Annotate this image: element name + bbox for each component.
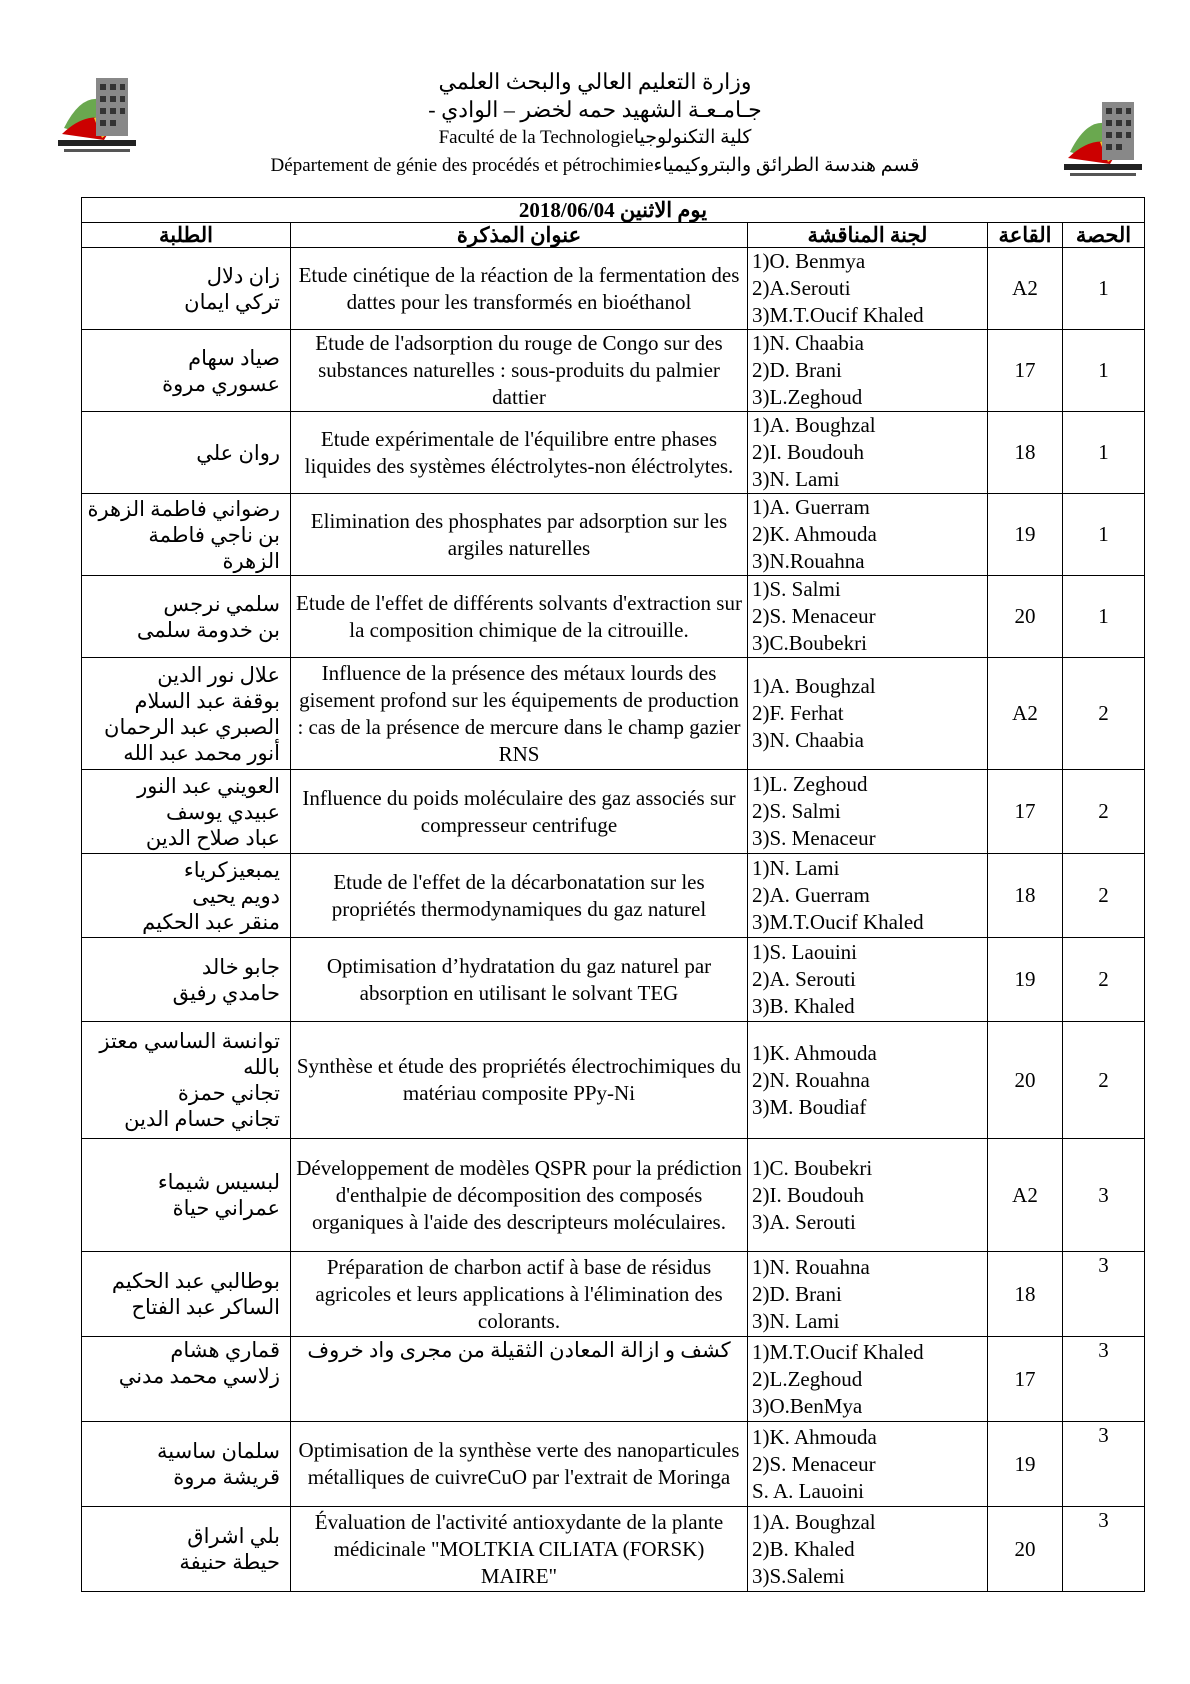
- student-name: حامدي رفيق: [172, 980, 280, 1005]
- session-cell: 2: [1063, 854, 1145, 938]
- jury-member: 3)M.T.Oucif Khaled: [752, 303, 924, 327]
- student-name: زلاسي محمد مدني: [118, 1364, 280, 1388]
- students-cell: [82, 412, 291, 494]
- jury-member: 1)A. Boughzal: [752, 1509, 876, 1534]
- room-cell: 17: [988, 330, 1063, 412]
- thesis-title: Évaluation de l'activité antioxydante de la plante médicinale "MOLTKIA CILIATA (FORSK) MAIRE": [291, 1507, 748, 1592]
- table-row: [82, 770, 1145, 854]
- student-name: علال نور الدين: [157, 662, 280, 687]
- ministry-name: وزارة التعليم العالي والبحث العلمي: [438, 69, 752, 94]
- jury-member: 3)M. Boudiaf: [752, 1094, 867, 1119]
- university-logo-left: [54, 68, 140, 158]
- jury-cell: [748, 1422, 988, 1507]
- room-cell: A2: [988, 248, 1063, 330]
- room-cell: A2: [988, 1139, 1063, 1252]
- jury-member: 2)D. Brani: [752, 358, 842, 382]
- faculty-name: Faculté de la Technologieكلية التكنولوجيا: [438, 127, 752, 148]
- student-name: بوقفة عبد السلام: [134, 688, 280, 713]
- jury-member: 1)O. Benmya: [752, 249, 866, 273]
- session-cell: 3: [1063, 1252, 1145, 1337]
- thesis-title: Optimisation de la synthèse verte des nanoparticules métalliques de cuivreCuO par l'extrait de Moringa: [291, 1422, 748, 1507]
- jury-member: 1)S. Laouini: [752, 940, 857, 964]
- defense-schedule-table: [81, 197, 1145, 1592]
- table-row: [82, 1337, 1145, 1422]
- student-name: بن ناجي فاطمة الزهرة: [148, 522, 280, 573]
- jury-member: 1)C. Boubekri: [752, 1155, 873, 1180]
- jury-member: 1)M.T.Oucif Khaled: [752, 1339, 924, 1364]
- room-cell: 20: [988, 1022, 1063, 1139]
- session-cell: 2: [1063, 1022, 1145, 1139]
- university-name: جـامـعـة الشهيد حمه لخضر – الوادي -: [428, 97, 762, 122]
- session-cell: 2: [1063, 658, 1145, 770]
- student-name: يمبعيزكرياء: [183, 857, 280, 882]
- jury-cell: [748, 330, 988, 412]
- student-name: تركي ايمان: [184, 289, 280, 314]
- student-name: الصبري عبد الرحمان: [104, 714, 280, 739]
- student-name: دويم يحيى: [192, 883, 280, 908]
- jury-member: 3)L.Zeghoud: [752, 385, 863, 409]
- jury-member: 2)L.Zeghoud: [752, 1366, 863, 1391]
- students-cell: [82, 1422, 291, 1507]
- jury-member: 1)K. Ahmouda: [752, 1040, 877, 1065]
- students-cell: [82, 1507, 291, 1592]
- thesis-title: Synthèse et étude des propriétés électrochimiques du matériau composite PPy-Ni: [291, 1022, 748, 1139]
- students-cell: [82, 770, 291, 854]
- jury-member: 3)C.Boubekri: [752, 631, 867, 655]
- students-cell: [82, 658, 291, 770]
- student-name: عبيدي يوسف: [166, 799, 280, 824]
- students-cell: [82, 938, 291, 1022]
- student-name: سلمان ساسية: [157, 1439, 280, 1463]
- students-cell: [82, 854, 291, 938]
- jury-member: 2)A.Serouti: [752, 276, 851, 300]
- jury-member: 2)A. Serouti: [752, 967, 856, 991]
- jury-cell: [748, 1337, 988, 1422]
- student-name: سلمي نرجس: [163, 591, 280, 616]
- student-name: صياد سهام: [188, 345, 280, 370]
- table-row: [82, 412, 1145, 494]
- session-cell: 2: [1063, 938, 1145, 1022]
- room-cell: 18: [988, 1252, 1063, 1337]
- jury-cell: [748, 494, 988, 576]
- jury-member: 3)A. Serouti: [752, 1209, 856, 1234]
- room-cell: 20: [988, 1507, 1063, 1592]
- jury-member: 2)I. Boudouh: [752, 440, 864, 464]
- jury-member: 2)S. Salmi: [752, 799, 841, 823]
- header-row: [82, 223, 1145, 248]
- jury-member: 1)L. Zeghoud: [752, 772, 868, 796]
- students-cell: [82, 1022, 291, 1139]
- student-name: حيطة حنيفة: [179, 1550, 280, 1574]
- students-cell: [82, 1337, 291, 1422]
- col-title-header: عنوان المذكرة: [291, 223, 748, 248]
- student-name: العويني عبد النور: [137, 773, 280, 798]
- room-cell: 17: [988, 770, 1063, 854]
- session-cell: 1: [1063, 576, 1145, 658]
- students-cell: [82, 330, 291, 412]
- student-name: عمراني حياة: [172, 1196, 280, 1220]
- student-name: لبسيس شيماء: [157, 1170, 280, 1194]
- jury-member: 3)M.T.Oucif Khaled: [752, 910, 924, 934]
- student-name: تجاني حسام الدين: [124, 1107, 280, 1131]
- student-name: منقر عبد الحكيم: [142, 909, 280, 934]
- jury-cell: [748, 854, 988, 938]
- table-row: [82, 1139, 1145, 1252]
- jury-member: 1)A. Boughzal: [752, 413, 876, 437]
- room-cell: 20: [988, 576, 1063, 658]
- thesis-title: Etude de l'effet de la décarbonatation sur les propriétés thermodynamiques du gaz naturel: [291, 854, 748, 938]
- thesis-title: Préparation de charbon actif à base de résidus agricoles et leurs applications à l'élimination des colorants.: [291, 1252, 748, 1337]
- jury-member: 3)B. Khaled: [752, 994, 855, 1018]
- student-name: زان دلال: [206, 263, 280, 288]
- table-row: [82, 248, 1145, 330]
- table-row: [82, 938, 1145, 1022]
- jury-member: 2)A. Guerram: [752, 883, 870, 907]
- room-cell: 18: [988, 854, 1063, 938]
- jury-member: 2)N. Rouahna: [752, 1067, 870, 1092]
- jury-member: S. A. Lauoini: [752, 1478, 865, 1503]
- jury-cell: [748, 1252, 988, 1337]
- student-name: توانسة الساسي معتز بالله: [99, 1029, 280, 1079]
- student-name: تجاني حمزة: [177, 1081, 280, 1105]
- jury-member: 2)F. Ferhat: [752, 701, 844, 725]
- student-name: بوطالبي عبد الحكيم: [111, 1269, 280, 1293]
- jury-cell: [748, 576, 988, 658]
- student-name: قريشة مروة: [173, 1465, 280, 1489]
- session-cell: 3: [1063, 1139, 1145, 1252]
- col-room-header: القاعة: [988, 223, 1063, 248]
- thesis-title: Etude de l'effet de différents solvants d'extraction sur la composition chimique de la citrouille.: [291, 576, 748, 658]
- col-students-header: الطلبة: [82, 223, 291, 248]
- jury-member: 2)S. Menaceur: [752, 604, 876, 628]
- jury-cell: [748, 1139, 988, 1252]
- student-name: قماري هشام: [170, 1338, 280, 1362]
- jury-member: 1)N. Chaabia: [752, 331, 864, 355]
- student-name: الساكر عبد الفتاح: [131, 1295, 280, 1319]
- jury-member: 3)S.Salemi: [752, 1563, 845, 1588]
- students-cell: [82, 576, 291, 658]
- jury-member: 2)B. Khaled: [752, 1536, 855, 1561]
- jury-member: 2)I. Boudouh: [752, 1182, 864, 1207]
- student-name: بلي اشراق: [187, 1524, 280, 1548]
- jury-member: 1)A. Boughzal: [752, 674, 876, 698]
- jury-member: 3)O.BenMya: [752, 1393, 863, 1418]
- session-cell: 2: [1063, 770, 1145, 854]
- room-cell: A2: [988, 658, 1063, 770]
- jury-member: 3)N. Lami: [752, 467, 840, 491]
- jury-member: 1)S. Salmi: [752, 577, 841, 601]
- session-cell: 3: [1063, 1337, 1145, 1422]
- jury-cell: [748, 412, 988, 494]
- room-cell: 19: [988, 494, 1063, 576]
- table-row: [82, 576, 1145, 658]
- session-cell: 3: [1063, 1507, 1145, 1592]
- jury-member: 1)N. Lami: [752, 856, 840, 880]
- jury-cell: [748, 248, 988, 330]
- table-row: [82, 658, 1145, 770]
- student-name: روان علي: [196, 440, 280, 465]
- table-row: [82, 330, 1145, 412]
- room-cell: 19: [988, 1422, 1063, 1507]
- col-jury-header: لجنة المناقشة: [748, 223, 988, 248]
- jury-member: 3)N. Lami: [752, 1308, 840, 1333]
- room-cell: 18: [988, 412, 1063, 494]
- thesis-title: Influence de la présence des métaux lourds des gisement profond sur les équipements de production : cas de la présence de mercure dans le champ gazier RNS: [291, 658, 748, 770]
- table-row: [82, 1422, 1145, 1507]
- jury-member: 2)K. Ahmouda: [752, 522, 877, 546]
- jury-member: 3)N.Rouahna: [752, 549, 865, 573]
- jury-member: 2)S. Menaceur: [752, 1451, 876, 1476]
- date-row: [82, 198, 1145, 223]
- jury-member: 3)N. Chaabia: [752, 728, 864, 752]
- date-label: يوم الاثنين 2018/06/04: [82, 198, 1145, 223]
- jury-cell: [748, 658, 988, 770]
- room-cell: 19: [988, 938, 1063, 1022]
- session-cell: 1: [1063, 412, 1145, 494]
- university-logo-right: [1060, 92, 1146, 182]
- jury-cell: [748, 1507, 988, 1592]
- students-cell: [82, 494, 291, 576]
- table-row: [82, 1022, 1145, 1139]
- students-cell: [82, 1139, 291, 1252]
- jury-member: 2)D. Brani: [752, 1281, 842, 1306]
- thesis-title: Etude expérimentale de l'équilibre entre phases liquides des systèmes éléctrolytes-non éléctrolytes.: [291, 412, 748, 494]
- student-name: بن خدومة سلمى: [136, 617, 280, 642]
- students-cell: [82, 248, 291, 330]
- session-cell: 1: [1063, 248, 1145, 330]
- students-cell: [82, 1252, 291, 1337]
- student-name: عسوري مروة: [162, 371, 280, 396]
- thesis-title: Etude de l'adsorption du rouge de Congo sur des substances naturelles : sous-produits du palmier dattier: [291, 330, 748, 412]
- thesis-title: Etude cinétique de la réaction de la fermentation des dattes pour les transformés en bioéthanol: [291, 248, 748, 330]
- room-cell: 17: [988, 1337, 1063, 1422]
- jury-member: 1)K. Ahmouda: [752, 1424, 877, 1449]
- jury-cell: [748, 938, 988, 1022]
- student-name: أنور محمد عبد الله: [123, 740, 280, 765]
- student-name: عباد صلاح الدين: [145, 825, 280, 850]
- document-header: [200, 68, 990, 180]
- thesis-title: كشف و ازالة المعادن الثقيلة من مجرى واد خروف: [291, 1337, 748, 1422]
- thesis-title: Optimisation d’hydratation du gaz naturel par absorption en utilisant le solvant TEG: [291, 938, 748, 1022]
- thesis-title: Elimination des phosphates par adsorption sur les argiles naturelles: [291, 494, 748, 576]
- thesis-title: Développement de modèles QSPR pour la prédiction d'enthalpie de décomposition des composés organiques à l'aide des descripteurs moléculaires.: [291, 1139, 748, 1252]
- jury-member: 3)S. Menaceur: [752, 826, 876, 850]
- jury-cell: [748, 770, 988, 854]
- col-session-header: الحصة: [1063, 223, 1145, 248]
- table-row: [82, 1252, 1145, 1337]
- thesis-title: Influence du poids moléculaire des gaz associés sur compresseur centrifuge: [291, 770, 748, 854]
- jury-member: 1)A. Guerram: [752, 495, 870, 519]
- jury-cell: [748, 1022, 988, 1139]
- session-cell: 1: [1063, 330, 1145, 412]
- table-row: [82, 494, 1145, 576]
- student-name: رضواني فاطمة الزهرة: [87, 496, 280, 521]
- session-cell: 3: [1063, 1422, 1145, 1507]
- jury-member: 1)N. Rouahna: [752, 1254, 870, 1279]
- department-name: Département de génie des procédés et pétrochimieقسم هندسة الطرائق والبتروكيمياء: [270, 155, 920, 176]
- student-name: جابو خالد: [201, 954, 280, 979]
- session-cell: 1: [1063, 494, 1145, 576]
- table-row: [82, 854, 1145, 938]
- table-row: [82, 1507, 1145, 1592]
